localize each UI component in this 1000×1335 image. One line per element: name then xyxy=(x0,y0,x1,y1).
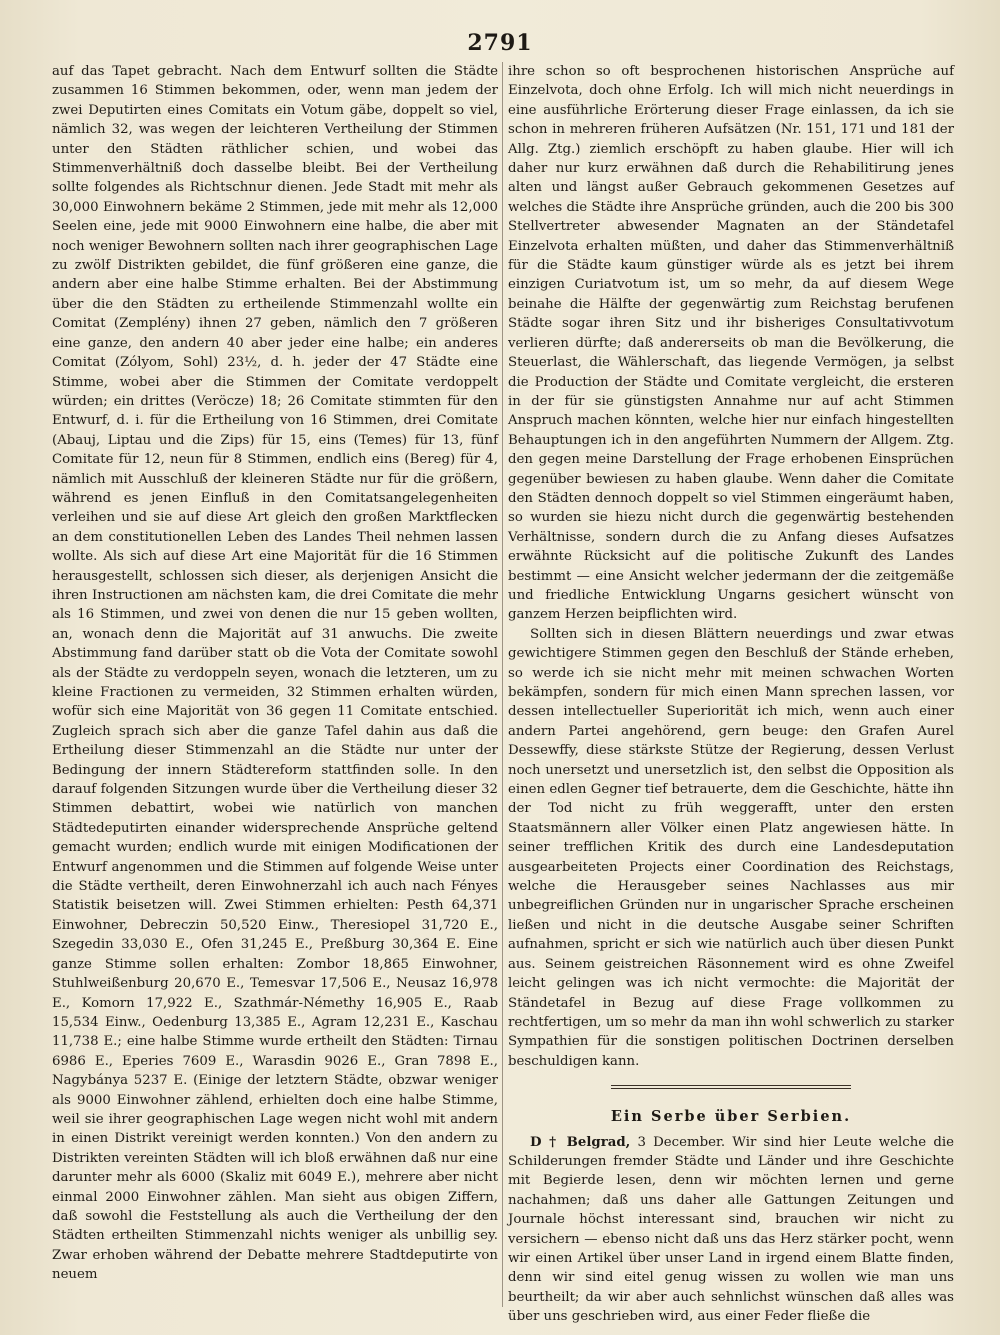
section-heading: Ein Serbe über Serbien. xyxy=(610,1108,852,1126)
section-divider xyxy=(611,1085,851,1089)
article-body: Wir sind hier Leute welche die Schilderungen fremder Städte und Länder und ihre Geschichte mit Begierde lesen, denn wir möchten lernen und gerne nachahmen; daß uns daher alle Gattungen Zeitungen und Journale höchst interessant sind, brauchen wir nicht zu versichern — ebenso nicht daß uns das Herz stärker pocht, wenn wir einen Artikel über unser Land in irgend einem Blatte finden, denn wir sind eitel genug wissen zu wollen wie man uns beurtheilt; da wir aber auch sehnlichst wünschen daß alles was über uns geschrieben wird, aus einer Feder fließe die xyxy=(508,1134,954,1325)
right-column xyxy=(508,62,954,1325)
dateline: D † Belgrad, xyxy=(530,1134,631,1150)
column-divider xyxy=(502,62,503,1307)
article-paragraph-2: Sollten sich in diesen Blättern neuerdings und zwar etwas gewichtigere Stimmen gegen den Beschluß der Stände erheben, so werde ich sie nicht mehr mit meinen schwachen Worten bekämpfen, sondern für mich einen Mann sprechen lassen, vor dessen intellectueller Superiorität ich mich, wenn auch einer andern Partei angehörend, gern beuge: den Grafen Aurel Dessewffy, diese stärkste Stütze der Regierung, dessen Verlust noch unersetzt und unersetzlich ist, den selbst die Opposition als einen edlen Gegner tief betrauerte, dem die Geschichte, hätte ihn der Tod nicht zu früh weggerafft, unter den ersten Staatsmännern aller Völker einen Platz angewiesen hätte. In seiner trefflichen Kritik des durch eine Landesdeputation ausgearbeiteten Projects einer Coordination des Reichstags, welche die Herausgeber seines Nachlasses aus mir unbegreiflichen Gründen nur in ungarischer Sprache erscheinen ließen und nicht in die deutsche Ausgabe seiner Schriften aufnahmen, spricht er sich wie natürlich auch über diesen Punkt aus. Seinem geistreichen Räsonnement wird es ohne Zweifel leicht gelingen was ich nicht vermochte: die Majorität der Ständetafel in Bezug auf diese Frage vollkommen zu rechtfertigen, um so mehr da man ihn wohl schwerlich zu starker Sympathien für die sonstigen politischen Doctrinen derselben beschuldigen kann. xyxy=(508,626,954,1069)
article-date: 3 December. xyxy=(637,1134,726,1150)
article-paragraph-3 xyxy=(508,1133,954,1327)
article-paragraph-1: ihre schon so oft besprochenen historischen Ansprüche auf Einzelvota, doch ohne Erfolg. Ich will mich nicht neuerdings in eine ausführliche Erörterung dieser Frage einlassen, da ich sie schon in mehreren früheren Aufsätzen (Nr. 151, 171 und 181 der Allg. Ztg.) ziemlich erschöpft zu haben glaube. Hier will ich daher nur kurz erwähnen daß durch die Rehabilitirung jenes alten und längst außer Gebrauch gekommenen Gesetzes auf welches die Städte ihre Ansprüche gründen, auch die 200 bis 300 Stellvertreter abwesender Magnaten an der Ständetafel Einzelvota erhalten müßten, und daher das Stimmenverhältniß für die Städte kaum günstiger würde als es jetzt bei ihrem einzigen Curiatvotum ist, um so mehr, da auf diesem Wege beinahe die Hälfte der gegenwärtig zum Reichstag berufenen Städte sogar ihren Sitz und ihr bisheriges Consultativvotum verlieren dürfte; daß andererseits ob man die Bevölkerung, die Steuerlast, die Wählerschaft, das liegende Vermögen, ja selbst die Production der Städte und Comitate vergleicht, die ersteren in der für sie günstigsten Annahme nur auf acht Stimmen Anspruch machen könnten, welche hier nur einfach hingestellten Behauptungen ich in den angeführten Nummern der Allgem. Ztg. den gegen meine Darstellung der Frage erhobenen Einsprüchen gegenüber bewiesen zu haben glaube. Wenn daher die Comitate den Städten dennoch doppelt so viel Stimmen eingeräumt haben, so wurden sie hiezu nicht durch die gegenwärtig bestehenden Verhältnisse, sondern durch die zu Anfang dieses Aufsatzes erwähnte Rücksicht auf die politische Zukunft des Landes bestimmt — eine Ansicht welcher jedermann der die zeitgemäße und friedliche Entwicklung Ungarns gesichert wünscht von ganzem Herzen beipflichten wird. xyxy=(508,64,954,623)
page-number: 2791 xyxy=(467,30,533,56)
left-column xyxy=(52,62,498,1307)
left-column-text: auf das Tapet gebracht. Nach dem Entwurf sollten die Städte zusammen 16 Stimmen bekommen, oder, wenn man jedem der zwei Deputirten eines Comitats ein Votum gäbe, doppelt so viel, nämlich 32, was wegen der leichteren Vertheilung der Stimmen unter den Städten räthlicher schien, und wobei das Stimmenverhältniß doch dasselbe bleibt. Bei der Vertheilung sollte folgendes als Richtschnur dienen. Jede Stadt mit mehr als 30,000 Einwohnern bekäme 2 Stimmen, jede mit mehr als 12,000 Seelen eine, jede mit 9000 Einwohnern eine halbe, die aber mit noch weniger Bewohnern sollten nach ihrer geographischen Lage zu zwölf Distrikten gebildet, die fünf größeren eine ganze, die andern aber eine halbe Stimme erhalten. Bei der Abstimmung über die den Städten zu ertheilende Stimmenzahl wollte ein Comitat (Zemplény) ihnen 27 geben, nämlich den 7 größeren eine ganze, den andern 40 aber jeder eine halbe; ein anderes Comitat (Zólyom, Sohl) 23½, d. h. jeder der 47 Städte eine Stimme, wobei aber die Stimmen der Comitate verdoppelt würden; ein drittes (Veröcze) 18; 26 Comitate stimmten für den Entwurf, d. i. für die Ertheilung von 16 Stimmen, drei Comitate (Abauj, Liptau und die Zips) für 15, eins (Temes) für 13, fünf Comitate für 12, neun für 8 Stimmen, endlich eins (Bereg) für 4, nämlich mit Ausschluß der kleineren Städte nur für die größern, während es jenen Einfluß in den Comitatsangelegenheiten verleihen und sie auf diese Art gleich den großen Marktflecken an dem constitutionellen Leben des Landes Theil nehmen lassen wollte. Als sich auf diese Art eine Majorität für die 16 Stimmen herausgestellt, schlossen sich dieser, als derjenigen Ansicht die ihren Instructionen am nächsten kam, die drei Comitate die mehr als 16 Stimmen, und zwei von denen die nur 15 geben wollten, an, wonach denn die Majorität auf 31 anwuchs. Die zweite Abstimmung fand darüber statt ob die Vota der Comitate sowohl als der Städte zu verdoppeln seyen, wonach die letzteren, um zu kleine Fractionen zu vermeiden, 32 Stimmen erhalten würden, wofür sich eine Majorität von 36 gegen 11 Comitate entschied. Zugleich sprach sich aber die ganze Tafel dahin aus daß die Ertheilung dieser Stimmenzahl an die Städte nur unter der Bedingung der innern Städtereform stattfinden solle. In den darauf folgenden Sitzungen wurde über die Vertheilung dieser 32 Stimmen debattirt, wobei wie natürlich von manchen Städtedeputirten einander widersprechende Ansprüche geltend gemacht wurden; endlich wurde mit einigen Modificationen der Entwurf angenommen und die Stimmen auf folgende Weise unter die Städte vertheilt, deren Einwohnerzahl ich auch nach Fényes Statistik beisetzen will. Zwei Stimmen erhielten: Pesth 64,371 Einwohner, Debreczin 50,520 Einw., Theresiopel 31,720 E., Szegedin 33,030 E., Ofen 31,245 E., Preßburg 30,364 E. Eine ganze Stimme sollen erhalten: Zombor 18,865 Einwohner, Stuhlweißenburg 20,670 E., Temesvar 17,506 E., Neusaz 16,978 E., Komorn 17,922 E., Szathmár-Némethy 16,905 E., Raab 15,534 Einw., Oedenburg 13,385 E., Agram 12,231 E., Kaschau 11,738 E.; eine halbe Stimme wurde ertheilt den Städten: Tirnau 6986 E., Eperies 7609 E., Warasdin 9026 E., Gran 7898 E., Nagybánya 5237 E. (Einige der letztern Städte, obzwar weniger als 9000 Einwohner zählend, erhielten doch eine halbe Stimme, weil sie ihrer geographischen Lage wegen nicht wohl mit andern in einen Distrikt vereinigt werden konnten.) Von den andern zu Distrikten vereinten Städten will ich bloß erwähnen daß nur eine darunter mehr als 6000 (Skaliz mit 6049 E.), mehrere aber nicht einmal 2000 Einwohner zählen. Man sieht aus obigen Ziffern, daß sowohl die Feststellung als auch die Vertheilung der den Städten ertheilten Stimmenzahl nichts weniger als unbillig sey. Zwar erhoben während der Debatte mehrere Stadtdeputirte von neuem xyxy=(52,64,498,1283)
